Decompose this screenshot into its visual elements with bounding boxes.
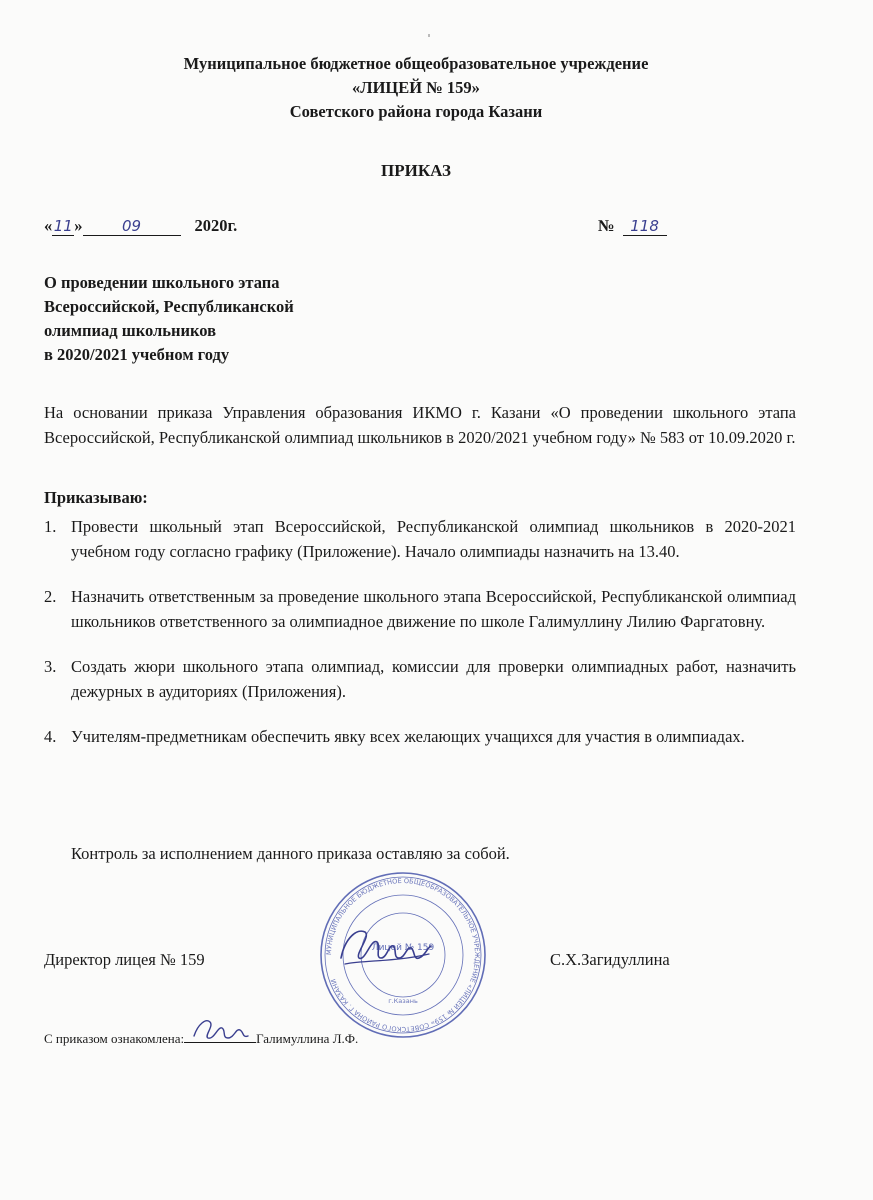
stamp-inner-text: Лицей № 159 — [371, 943, 435, 953]
acknowledgement-label: С приказом ознакомлена: — [44, 1031, 185, 1046]
order-item — [44, 514, 796, 564]
acknowledgement-name: Галимуллина Л.Ф. — [256, 1031, 359, 1046]
item-text: Назначить ответственным за проведение школьного этапа Всероссийской, Республиканской олимпиад школьников ответственного за олимпиадное движение по школе Галимуллину Лилию Фаргатовну. — [71, 587, 796, 631]
subject-line-1: О проведении школьного этапа — [44, 273, 280, 292]
item-number: 3. — [44, 657, 57, 676]
date-year: 2020г. — [194, 216, 238, 235]
order-item — [44, 584, 796, 634]
date-close-quote: » — [74, 216, 83, 235]
acknowledgement-line — [44, 1028, 358, 1047]
order-items — [44, 514, 796, 769]
order-subject — [44, 271, 294, 367]
employee-signature — [190, 1014, 252, 1044]
document-title: ПРИКАЗ — [381, 161, 451, 180]
director-signature — [335, 918, 435, 978]
order-date — [44, 216, 237, 236]
institution-header — [0, 52, 832, 124]
item-text: Учителям-предметникам обеспечить явку всех желающих учащихся для участия в олимпиадах. — [71, 727, 745, 746]
number-value: 118 — [623, 218, 667, 236]
subject-line-2: Всероссийской, Республиканской — [44, 297, 294, 316]
subject-line-4: в 2020/2021 учебном году — [44, 345, 230, 364]
order-item — [44, 654, 796, 704]
stamp-outer-text: МУНИЦИПАЛЬНОЕ БЮДЖЕТНОЕ ОБЩЕОБРАЗОВАТЕЛЬНОЕ УЧРЕЖДЕНИЕ «ЛИЦЕЙ № 159» СОВЕТСКОГО РАЙОНА Г. КАЗАНИ — [324, 876, 482, 1034]
basis-paragraph: На основании приказа Управления образования ИКМО г. Казани «О проведении школьного этапа Всероссийской, Республиканской олимпиад школьников в 2020/2021 учебном году» № 583 от 10.09.2020 г. — [44, 403, 796, 447]
order-item — [44, 724, 796, 749]
date-open-quote: « — [44, 216, 53, 235]
header-line-1: Муниципальное бюджетное общеобразовательное учреждение — [183, 54, 649, 73]
number-label: № — [598, 216, 615, 235]
order-number — [598, 216, 667, 236]
acknowledgement-signature-blank — [184, 1028, 256, 1043]
item-number: 4. — [44, 727, 57, 746]
header-line-3: Советского района города Казани — [289, 102, 543, 121]
director-name: С.Х.Загидуллина — [550, 950, 670, 969]
item-text: Создать жюри школьного этапа олимпиад, комиссии для проверки олимпиадных работ, назначить дежурных в аудиториях (Приложения). — [71, 657, 796, 701]
date-day: 11 — [53, 217, 73, 235]
subject-line-3: олимпиад школьников — [44, 321, 217, 340]
director-title: Директор лицея № 159 — [44, 950, 205, 969]
control-statement: Контроль за исполнением данного приказа оставляю за собой. — [71, 844, 510, 863]
item-number: 1. — [44, 517, 57, 536]
order-word: Приказываю: — [44, 488, 148, 507]
item-number: 2. — [44, 587, 57, 606]
item-text: Провести школьный этап Всероссийской, Республиканской олимпиад школьников в 2020-2021 учебном году согласно графику (Приложение). Начало олимпиады назначить на 13.40. — [71, 517, 796, 561]
date-month: 09 — [83, 218, 181, 236]
scan-speck — [428, 34, 430, 37]
stamp-city-text: г.Казань — [388, 997, 418, 1005]
header-line-2: «ЛИЦЕЙ № 159» — [352, 78, 480, 97]
